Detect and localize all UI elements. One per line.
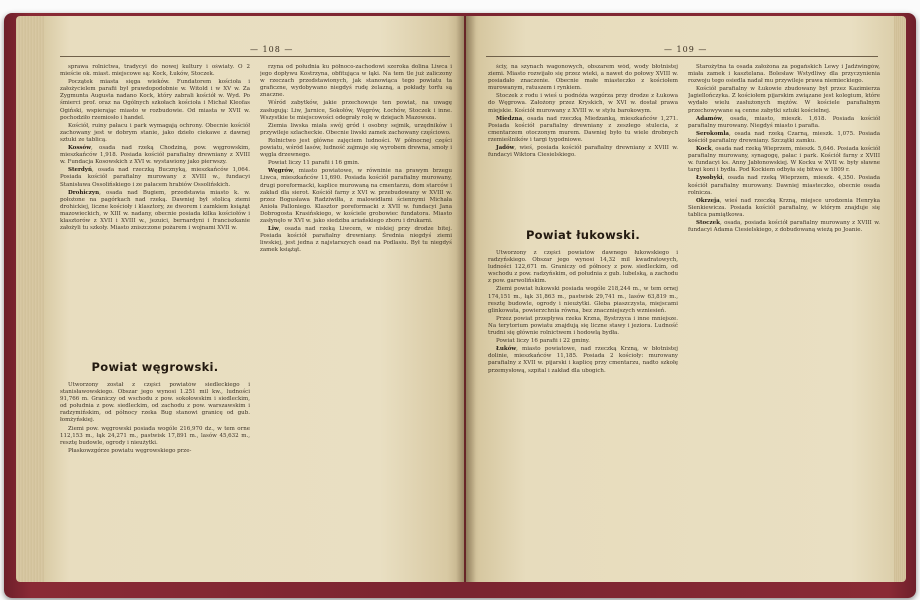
- entry-name: Adamów: [696, 115, 722, 122]
- paragraph: Starożytna ta osada założona za pogańskich Lewy i Jadźwingów, miała zamek i kasztelana. Bolesław Wstydliwy dla przyczynienia rozwoju tego osiedla nadał mu przywileje prawa niemieckiego.: [688, 64, 880, 85]
- entry-stoczek: Stoczek, osada, posiada kościół parafialny murowany z XVIII w. fundacyi Adama Ciesielskiego, z dobudowaną wieżą po Joanie.: [688, 219, 880, 234]
- entry-serokomla: Serokomla, osada nad rzeką Czarną, mieszk. 1,075. Posiada kościół parafialny drewniany. Szczątki zamku.: [688, 130, 880, 144]
- paragraph: Kościół, ruiny pałacu i park wymagają ochrony. Obecnie kościół zachowany jest w dobrym stanie, jako dzieło ciekawe z dawnej sztuki ze tablicą.: [60, 122, 250, 143]
- entry-name: Łuków: [496, 346, 517, 353]
- paragraph: Początek miasta sięga wieków. Fundatorem kościoła i założycielem parafii był prawdopodobnie w. Witold i w XV w. Za Zygmunta Augusta nadano Kock, który zabrali kościół w. Wyd. Po śmierci prof. oraz na Ogólnych szkołach kościoła i Michał Kleofas Ogiński, wspierając miasto w rozbudowie. Od miasta w XVII w. pochodziło rzemiosło i handel.: [60, 79, 250, 121]
- paragraph: Kościół parafialny w Łukowie zbudowany był przez Kazimierza Jagiellończyka. Z kościołem pijarskim związane jest kolegium, które wydało wielu zasłużonych mężów. W kościele parafialnym przechowywane są cenne zabytki sztuki kościelnej.: [688, 86, 880, 114]
- entry-text: osada nad rzeką Wieprzem, mieszk. 4,350. Posiada kościół parafialny murowany. Dawniej miasteczko, obecnie osada rolnicza.: [688, 175, 880, 196]
- right-column-2: [688, 64, 880, 572]
- entry-name: Kossów: [68, 145, 91, 152]
- entry-text: osada nad rzeczką Bucznyką, mieszkańców 1,064. Posiada kościół parafialny murowany z XVIII w., fundacyi Stanisława Ossolińskiego i ze pałacem hrabiów Ossolińskich.: [60, 167, 250, 188]
- right-page: [466, 16, 894, 582]
- entry-name: Liw: [268, 226, 279, 233]
- entry-name: Drohiczyn: [68, 189, 100, 196]
- left-header-rule: [60, 56, 450, 57]
- paragraph: Płaskowzgórze powiatu węgrowskiego prze-: [68, 447, 192, 454]
- entry-kock: Kock, osada nad rzeką Wieprzem, mieszk. 5,646. Posiada kościół parafialny murowany, synagogę, pałac i park. Kościół farny z XVIII w. fundacyi ks. Anny Jabłonowskiej. W Kocku w XVII w. były sławne targi koni i bydła. Pod Kockiem odbyła się bitwa w 1809 r.: [688, 146, 880, 174]
- left-column-2: [260, 64, 452, 572]
- paragraph: ściy, na szynach wagonowych, obszarem wód, wody błotnistej ziemi. Miasto rozwijało się przez wieki, a nawet do połowy XVIII w. posiadało znaczenie. Obecnie małe miasteczko z kościołem murowanym, ratuszem i rynkiem.: [488, 64, 678, 92]
- page-edges-left: [16, 16, 46, 582]
- entry-name: Jadów: [496, 145, 515, 152]
- paragraph: Rolnictwo jest główne zajęciem ludności. W północnej części powiatu, wśród lasów, ludność zajmuje się wyrobem drewna, smoły i węgla drzewnego.: [260, 137, 452, 159]
- heading-powiat-wegrowski: Powiat węgrowski.: [91, 360, 219, 374]
- entry-lysobyki: Łysobyki, osada nad rzeką Wieprzem, mieszk. 4,350. Posiada kościół parafialny murowany. Dawniej miasteczko, obecnie osada rolnicza.: [688, 175, 880, 196]
- entry-name: Kock: [696, 146, 712, 153]
- right-header-rule: [486, 56, 878, 57]
- paragraph: Utworzony został z części powiatów siedleckiego i stanisławowskiego. Obszar jego wynosi 1.251 mil kw., ludności 91,766 m. Graniczy od wschodu z pow. sokołowskim i siedleckim, od południa z pow. siedleckim, od zachodu z pow. warszawskim i radzymińskim, od północy rzeka Bug stanowi granicę od gub. łomżyńskiej.: [60, 382, 250, 424]
- entry-text: osada nad rzeczką Miedzanką, mieszkańców 1,271. Posiada kościół parafialny drewniany z zeszłego stulecia, z cmentarzem otoczonym murem. Dawniej było tu wiele drobnych rzemieślników i targi tygodniowe.: [488, 115, 678, 143]
- right-column-1-upper: [488, 64, 678, 224]
- right-column-1-lower: [488, 250, 678, 572]
- entry-miedzna: Miedzna, osada nad rzeczką Miedzanką, mieszkańców 1,271. Posiada kościół parafialny drewniany z zeszłego stulecia, z cmentarzem otoczonym murem. Dawniej było tu wiele drobnych rzemieślników i targi tygodniowe.: [488, 115, 678, 143]
- entry-text: miasto powiatowe, nad rzeczką Krzną, w błotnistej dolinie, mieszkańców 11,185. Posiada 2 kościoły: murowany parafialny z XVII w. pijarski i kaplicę przy cmentarzu, nadto szkołę przemysłową, szpital i zakład dla ubogich.: [488, 346, 678, 374]
- entry-liw: Liw, osada nad rzeką Liwcem, w niskiej przy drodze bitej. Posiada kościół parafialny drewniany. Średnia niegdyś ziemi liwskiej, jest jedna z najstarszych osad na Podlasiu. Był tu niegdyś zamek książąt.: [260, 226, 452, 254]
- paragraph: Stoczek z rodu i wieś u podnóża wzgórza przy drodze z Łukowa do Węgrowa. Założony przez Kryskich, w XVI w. dostał prawa miejskie. Kościół murowany z XVIII w. w stylu barokowym.: [488, 93, 678, 114]
- paragraph: Ziemia liwska miała swój gród i osobny sejmik, urzędników i przywileje szlacheckie. Obecnie liwski zamek zachowany częściowo.: [260, 122, 452, 136]
- entry-text: osada nad rzeką Wieprzem, mieszk. 5,646. Posiada kościół parafialny murowany, synagogę, pałac i park. Kościół farny z XVIII w. fundacyi ks. Anny Jabłonowskiej. W Kocku w XVII w. były sławne targi koni i bydła. Pod Kockiem odbyła się bitwa w 1809 r.: [688, 146, 880, 174]
- left-column-1-upper: [60, 64, 250, 356]
- paragraph: rzyna od południa ku północo-zachodowi szeroka dolina Liwca i jego dopływu Kostrzyna, obfitująca w łąki. Na tem tle już zaliczony w rzeczach przedstawionych, jak stanowiąca tego powiatu ta graficzne, wydobywano niegdyś rudę żelazną, a pokłady torfu są znaczne.: [260, 64, 452, 99]
- left-page: [44, 16, 464, 582]
- paragraph: Ziemi powiat łukowski posiada wogóle 218,244 m., w tem ornej 174,151 m., łąk 31,863 m., pastwisk 29,741 m., lasów 63,819 m., resztę budowle, ogrody i nieużytki. Gleba piaszczysta, miejscami glinkowata, powierzchnia równa, bez znaczniejszych wzniesień.: [488, 286, 678, 314]
- page-edges-right: [892, 16, 906, 582]
- entry-text: wieś nad rzeczką Krzną, miejsce urodzenia Henryka Sienkiewicza. Posiada kościół parafialny, w którym znajduje się tablica pamiątkowa.: [688, 197, 880, 218]
- entry-name: Węgrów: [268, 168, 293, 175]
- entry-name: Miedzna: [496, 115, 523, 122]
- paragraph: sprawa rolnictwa, tradycyi do nowej kultury i oświaty. O 2 mieście ok. miast. miejscowe są: Kock, Łuków, Stoczek.: [60, 64, 250, 78]
- entry-okrzeja: Okrzeja, wieś nad rzeczką Krzną, miejsce urodzenia Henryka Sienkiewicza. Posiada kościół parafialny, w którym znajduje się tablica pamiątkowa.: [688, 197, 880, 218]
- entry-name: Serokomla: [696, 130, 729, 137]
- entry-jadow: Jadów, wieś, posiada kościół parafialny drewniany z XVIII w. fundacyi Wiktora Ciesielskiego.: [488, 145, 678, 159]
- entry-text: wieś, posiada kościół parafialny drewniany z XVIII w. fundacyi Wiktora Ciesielskiego.: [488, 145, 678, 159]
- entry-wegrow: Węgrów, miasto powiatowe, w równinie na prawym brzegu Liwca, mieszkańców 11,690. Posiada kościół parafialny murowany, drugi poreformacki, kaplice murowaną na cmentarzu, dom starców i zakład dla sierot. Kościół farny z XVI w. przebudowany w XVIII w. przez Bogusława Radziwiłła, z malowidłami ściennymi Michała Anioła Palloniego. Klasztor poreformacki z XVII w. fundacyi Jana Dobrogosta Krasińskiego, w kościele grobowiec fundatora. Miasto zasłynęło w XVI w. jako siedziba ariańskiego zboru i drukarni.: [260, 168, 452, 224]
- entry-sterdyn: Sterdyń, osada nad rzeczką Bucznyką, mieszkańców 1,064. Posiada kościół parafialny murowany z XVIII w., fundacyi Stanisława Ossolińskiego i ze pałacem hrabiów Ossolińskich.: [60, 167, 250, 188]
- entry-text: osada nad Bugiem, przedstawia miasto k. w. położone na pagórkach nad rzeką. Dawniej był stolicą ziemi drohickiej, liczne kościoły i klasztory, ze dworem i zamkiem książąt mazowieckich, w XIII w. nadany, obecnie posiada kilka kościołów i klasztorów z XVII i XVIII w., jezuici, bernardyni i franciszkanie założyli tu szkoły. Miasto zniszczone pożarem i wojnami XVII w.: [60, 189, 250, 232]
- entry-text: osada nad rzeką Liwcem, w niskiej przy drodze bitej. Posiada kościół parafialny drewniany. Średnia niegdyś ziemi liwskiej, jest jedna z najstarszych osad na Podlasiu. Był tu niegdyś zamek książąt.: [260, 226, 452, 254]
- entry-lukow: Łuków, miasto powiatowe, nad rzeczką Krzną, w błotnistej dolinie, mieszkańców 11,185. Posiada 2 kościoły: murowany parafialny z XVII w. pijarski i kaplicę przy cmentarzu, nadto szkołę przemysłową, szpital i zakład dla ubogich.: [488, 346, 678, 374]
- paragraph: Powiat liczy 11 parafii i 16 gmin.: [268, 160, 360, 167]
- entry-text: osada nad rzeką Chodziną, pow. węgrowskim, mieszkańców 1,918. Posiada kościół parafialny drewniany z XVIII w. Fundacja Kosowskich z XVI w. wystawiony jako pierwszy.: [60, 145, 250, 166]
- paragraph: Ziemi pow. węgrowski posiada wogóle 216,970 dz., w tem orne 112,153 m., łąk 24,271 m., pastwisk 17,891 m., lasów 45,632 m., resztę budowle, ogrody i nieużytki.: [60, 425, 250, 446]
- entry-name: Łysobyki: [696, 175, 723, 182]
- paragraph: Utworzony z części powiatów dawnego łukowskiego i radzyńskiego. Obszar jego wynosi 14,32 mil kwadratowych, ludności 122,671 m. Graniczy od północy z pow. siedleckim, od wschodu z pow. radzyńskim, od południa z gub. lubelską, a zachodu z pow. garwolińskim.: [488, 250, 678, 285]
- heading-powiat-lukowski: Powiat łukowski.: [525, 228, 641, 242]
- entry-adamow: Adamów, osada, miasto, mieszk. 1,618. Posiada kościół parafialny murowany. Niegdyś miasto i parafia.: [688, 115, 880, 129]
- entry-drohiczyn: Drohiczyn, osada nad Bugiem, przedstawia miasto k. w. położone na pagórkach nad rzeką. Dawniej był stolicą ziemi drohickiej, liczne kościoły i klasztory, ze dworem i zamkiem książąt mazowieckich, w XIII w. nadany, obecnie posiada kilka kościołów i klasztorów z XVII i XVIII w., jezuici, bernardyni i franciszkanie założyli tu szkoły. Miasto zniszczone pożarem i wojnami XVII w.: [60, 189, 250, 232]
- entry-text: osada, miasto, mieszk. 1,618. Posiada kościół parafialny murowany. Niegdyś miasto i parafia.: [688, 115, 880, 129]
- entry-name: Stoczek: [696, 219, 720, 226]
- entry-text: miasto powiatowe, w równinie na prawym brzegu Liwca, mieszkańców 11,690. Posiada kościół parafialny murowany, drugi poreformacki, kaplice murowaną na cmentarzu, dom starców i zakład dla sierot. Kościół farny z XVI w. przebudowany w XVIII w. przez Bogusława Radziwiłła, z malowidłami ściennymi Michała Anioła Palloniego. Klasztor poreformacki z XVII w. fundacyi Jana Dobrogosta Krasińskiego, w kościele grobowiec fundatora. Miasto zasłynęło w XVI w. jako siedziba ariańskiego zboru i drukarni.: [260, 168, 452, 224]
- paragraph: Wśród zabytków, jakie przechowuje ten powiat, na uwagę zasługują: Liw, Jarnice, Sokołów, Węgrów, Łochów, Stoczek i inne. Wszystkie te miejscowości odegrały rolę w dziejach Mazowsza.: [260, 100, 452, 121]
- left-column-1-lower: [60, 382, 250, 572]
- paragraph: Powiat liczy 16 parafii i 22 gminy.: [496, 338, 590, 345]
- entry-text: osada, posiada kościół parafialny murowany z XVIII w. fundacyi Adama Ciesielskiego, z dobudowaną wieżą po Joanie.: [688, 219, 880, 234]
- left-page-number: — 108 —: [250, 45, 294, 54]
- entry-text: osada nad rzeką Czarną, mieszk. 1,075. Posiada kościół parafialny drewniany. Szczątki zamku.: [688, 130, 880, 144]
- entry-kossow: Kossów, osada nad rzeką Chodziną, pow. węgrowskim, mieszkańców 1,918. Posiada kościół parafialny drewniany z XVIII w. Fundacja Kosowskich z XVI w. wystawiony jako pierwszy.: [60, 145, 250, 166]
- right-page-number: — 109 —: [664, 45, 708, 54]
- paragraph: Przez powiat przepływa rzeka Krzna, Bystrzyca i inne mniejsze. Na terytorium powiatu znajdują się liczne stawy i jeziora. Ludność trudni się głównie rolnictwem i hodowlą bydła.: [488, 315, 678, 337]
- entry-name: Okrzeja: [696, 197, 720, 204]
- entry-name: Sterdyń: [68, 167, 92, 174]
